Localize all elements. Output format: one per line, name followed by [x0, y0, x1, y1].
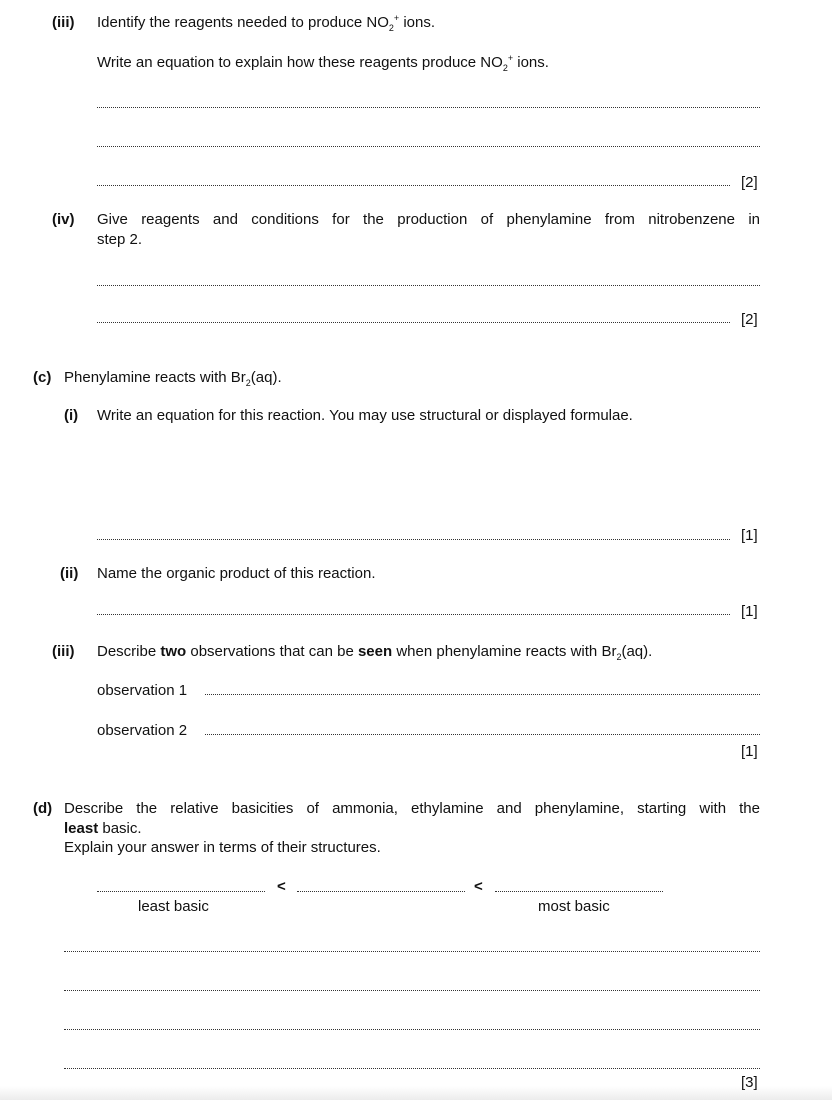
answer-line[interactable] [64, 990, 760, 991]
text: Write an equation to explain how these reagents produce NO [97, 54, 503, 71]
answer-line[interactable] [97, 107, 760, 108]
bold-text: least [64, 820, 99, 837]
answer-line[interactable] [64, 1029, 760, 1030]
question-number: (c) [33, 369, 52, 386]
question-text [97, 14, 435, 32]
text: ions. [399, 14, 436, 31]
less-than-sign: < [474, 878, 483, 895]
text: Identify the reagents needed to produce NO [97, 14, 389, 31]
superscript: + [507, 53, 514, 63]
question-number: (iii) [52, 14, 75, 31]
text: (aq). [621, 643, 653, 660]
observation-2-label: observation 2 [97, 722, 188, 739]
marks-label: [2] [741, 311, 758, 328]
answer-line[interactable] [64, 1068, 760, 1069]
observation-1-label: observation 1 [97, 682, 188, 699]
question-text: Write an equation for this reaction. You may use structural or displayed formulae. [97, 407, 633, 424]
less-than-sign: < [277, 878, 286, 895]
answer-line[interactable] [97, 614, 730, 615]
superscript: + [393, 13, 400, 23]
text: ions. [513, 54, 549, 71]
most-basic-label: most basic [538, 898, 610, 915]
text: when phenylamine reacts with Br [392, 643, 617, 660]
observation-1-answer-line[interactable] [205, 694, 760, 695]
least-basic-label: least basic [138, 898, 209, 915]
text: Describe [97, 643, 161, 660]
question-number: (ii) [60, 565, 79, 582]
text: Phenylamine reacts with Br [64, 369, 246, 386]
marks-label: [1] [741, 527, 758, 544]
subscript: 2 [245, 378, 251, 388]
question-text: step 2. [97, 231, 143, 248]
text: basic. [98, 820, 142, 837]
answer-line[interactable] [97, 322, 730, 323]
marks-label: [1] [741, 603, 758, 620]
question-text [97, 643, 652, 661]
question-text: Explain your answer in terms of their structures. [64, 839, 381, 856]
least-basic-answer-line[interactable] [97, 891, 265, 892]
text: observations that can be [186, 643, 358, 660]
question-text [64, 820, 142, 838]
answer-line[interactable] [97, 539, 730, 540]
subscript: 2 [388, 23, 394, 33]
middle-answer-line[interactable] [297, 891, 465, 892]
question-number: (i) [64, 407, 79, 424]
subscript: 2 [616, 652, 622, 662]
marks-label: [3] [741, 1074, 758, 1091]
question-text: Name the organic product of this reaction. [97, 565, 376, 582]
bold-text: seen [357, 643, 393, 660]
text: (aq). [250, 369, 282, 386]
question-text [64, 369, 282, 387]
answer-line[interactable] [97, 146, 760, 147]
question-number: (d) [33, 800, 53, 817]
question-text: Give reagents and conditions for the production of phenylamine from nitrobenzene in [97, 211, 760, 228]
answer-line[interactable] [97, 285, 760, 286]
bold-text: two [160, 643, 187, 660]
page-bottom-shadow [0, 1086, 832, 1100]
answer-line[interactable] [97, 185, 730, 186]
marks-label: [2] [741, 174, 758, 191]
question-number: (iv) [52, 211, 75, 228]
most-basic-answer-line[interactable] [495, 891, 663, 892]
question-number: (iii) [52, 643, 75, 660]
question-text: Describe the relative basicities of ammonia, ethylamine and phenylamine, starting with the [64, 800, 760, 817]
observation-2-answer-line[interactable] [205, 734, 760, 735]
answer-line[interactable] [64, 951, 760, 952]
question-text [97, 54, 549, 72]
marks-label: [1] [741, 743, 758, 760]
subscript: 2 [502, 63, 508, 73]
